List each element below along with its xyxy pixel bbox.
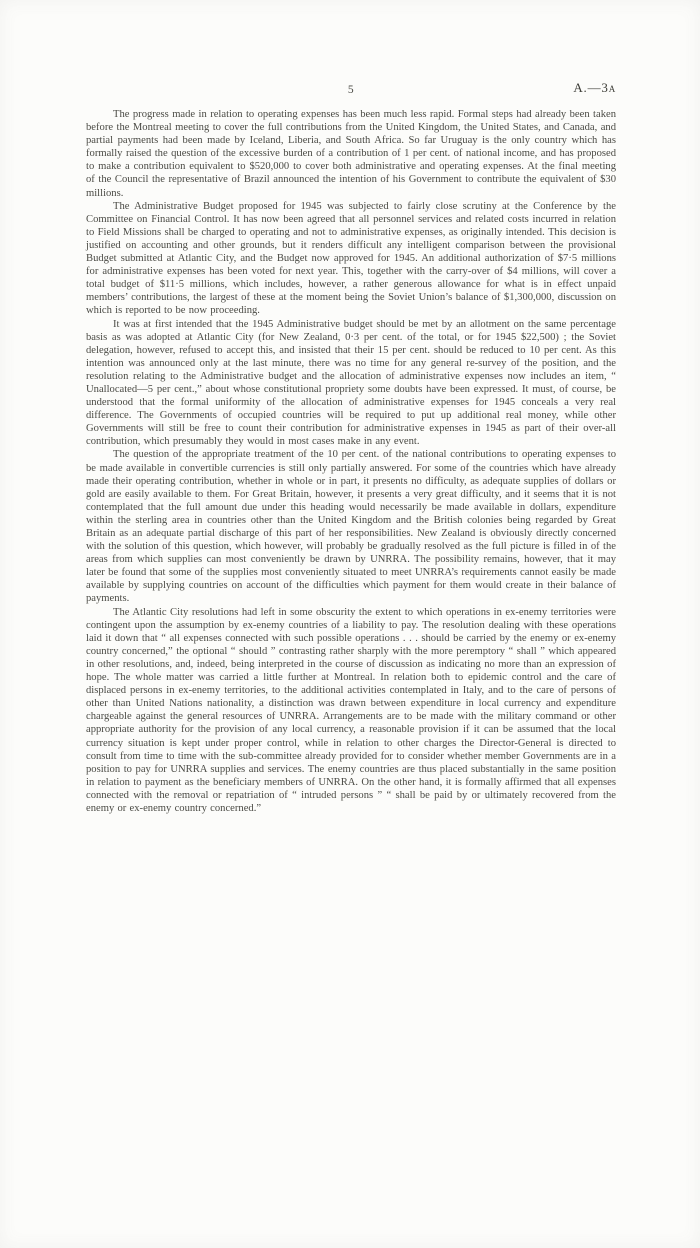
- page-header: [86, 80, 616, 100]
- paragraph-administrative-budget-1945: The Administrative Budget proposed for 1945 was subjected to fairly close scrutiny at the Conference by the Committee on Financial Control. It has now been agreed that all personnel services and related costs incurred in relation to Field Missions shall be charged to operating and not to administrative expenses, as originally intended. This decision is justified on accounting and other grounds, but it renders difficult any intelligent comparison between the provisional Budget submitted at Atlantic City, and the Budget now approved for 1945. An additional authorization of $7·5 millions for administrative expenses has been voted for next year. This, together with the carry-over of $4 millions, will cover a total budget of $11·5 millions, which includes, however, a rather generous allowance for what is in effect unpaid members’ contributions, the largest of these at the moment being the Soviet Union’s balance of $1,300,000, discussion on which is reported to be now proceeding.: [86, 200, 616, 317]
- paragraph-atlantic-city-resolutions: The Atlantic City resolutions had left in some obscurity the extent to which operations in ex-enemy territories were contingent upon the assumption by ex-enemy countries of a liability to pay. The resolution dealing with these operations laid it down that “ all expenses connected with such possible operations . . . should be carried by the enemy or ex-enemy country concerned,” the optional “ should ” contrasting rather sharply with the more peremptory “ shall ” which appeared in other resolutions, and, indeed, being interpreted in the course of discussion as indicating no more than an expression of hope. The whole matter was carried a little further at Montreal. In relation both to epidemic control and the care of displaced persons in ex-enemy territories, to the additional activities contemplated in Italy, and to the care of persons of other than United Nations nationality, a distinction was drawn between expenditure in local currency and expenditure chargeable against the general resources of UNRRA. Arrangements are to be made with the military command or other appropriate authority for the provision of any local currency, a reasonable provision if it can be assumed that the local currency situation is kept under proper control, while in relation to other charges the Director-General is directed to consult from time to time with the sub-committee already provided for to consider whether member Governments are in a position to pay for UNRRA supplies and services. The enemy countries are thus placed substantially in the same position in relation to payment as the beneficiary members of UNRRA. On the other hand, it is formally affirmed that all expenses connected with the removal or repatriation of “ intruded persons ” “ shall be paid by or ultimately recovered from the enemy or ex-enemy country concerned.”: [86, 606, 616, 814]
- paragraph-allotment-percentage-basis: It was at first intended that the 1945 Administrative budget should be met by an allotment on the same percentage basis as was adopted at Atlantic City (for New Zealand, 0·3 per cent. of the total, or for 1945 $22,500) ; the Soviet delegation, however, refused to accept this, and insisted that their 15 per cent. should be reduced to 10 per cent. As this intention was announced only at the last minute, there was no time for any general re-survey of the position, and the resolution relating to the Administrative budget and the allocation of administrative expenses now includes an item, “ Unallocated—5 per cent.,” about whose constitutional propriety some doubts have been expressed. It must, of course, be understood that the formal uniformity of the allocation of administrative expenses for 1945 conceals a very real difference. The Governments of occupied countries will be required to put up additional real money, while other Governments will still be free to count their contribution for administrative expenses in 1945 as part of their over-all contribution, which presumably they would in most cases make in any event.: [86, 318, 616, 448]
- document-body: [86, 108, 616, 815]
- page-number: 5: [347, 84, 355, 96]
- paragraph-progress-operating-expenses: The progress made in relation to operating expenses has been much less rapid. Formal steps had already been taken before the Montreal meeting to cover the full contributions from the United Kingdom, the United States, and Canada, and partial payments had been made by Iceland, Liberia, and South Africa. So far Uruguay is the only country which has formally raised the question of the excessive burden of a contribution of 1 per cent. of national income, and has proposed to make a contribution equivalent to $520,000 to cover both administrative and operating expenses. At the final meeting of the Council the representative of Brazil announced the intention of his Government to contribute the equivalent of $30 millions.: [86, 109, 616, 199]
- document-reference: A.—3a: [573, 80, 616, 95]
- paragraph-convertible-currencies: The question of the appropriate treatment of the 10 per cent. of the national contributions to operating expenses to be made available in convertible currencies is still only partially answered. For some of the countries which have already made their operating contribution, whether in whole or in part, it presents no difficulty, as adequate supplies of dollars or gold are easily available to them. For Great Britain, however, it presents a very great difficulty, and it seems that it is not contemplated that the full amount due under this heading would necessarily be made available in dollars, expenditure within the sterling area in countries other than the United Kingdom and the British colonies being regarded by Great Britain as an adequate partial discharge of this part of her responsibilities. New Zealand is obviously directly concerned with the solution of this question, which however, will probably be gradually resolved as the full picture is filled in of the areas from which supplies can most conveniently be drawn by UNRRA. The possibility remains, however, that it may later be found that some of the supplies most conveniently situated to meet UNRRA’s requirements cannot easily be made available by supplying countries on account of the difficulties which payment for them would create in their balance of payments.: [86, 449, 616, 605]
